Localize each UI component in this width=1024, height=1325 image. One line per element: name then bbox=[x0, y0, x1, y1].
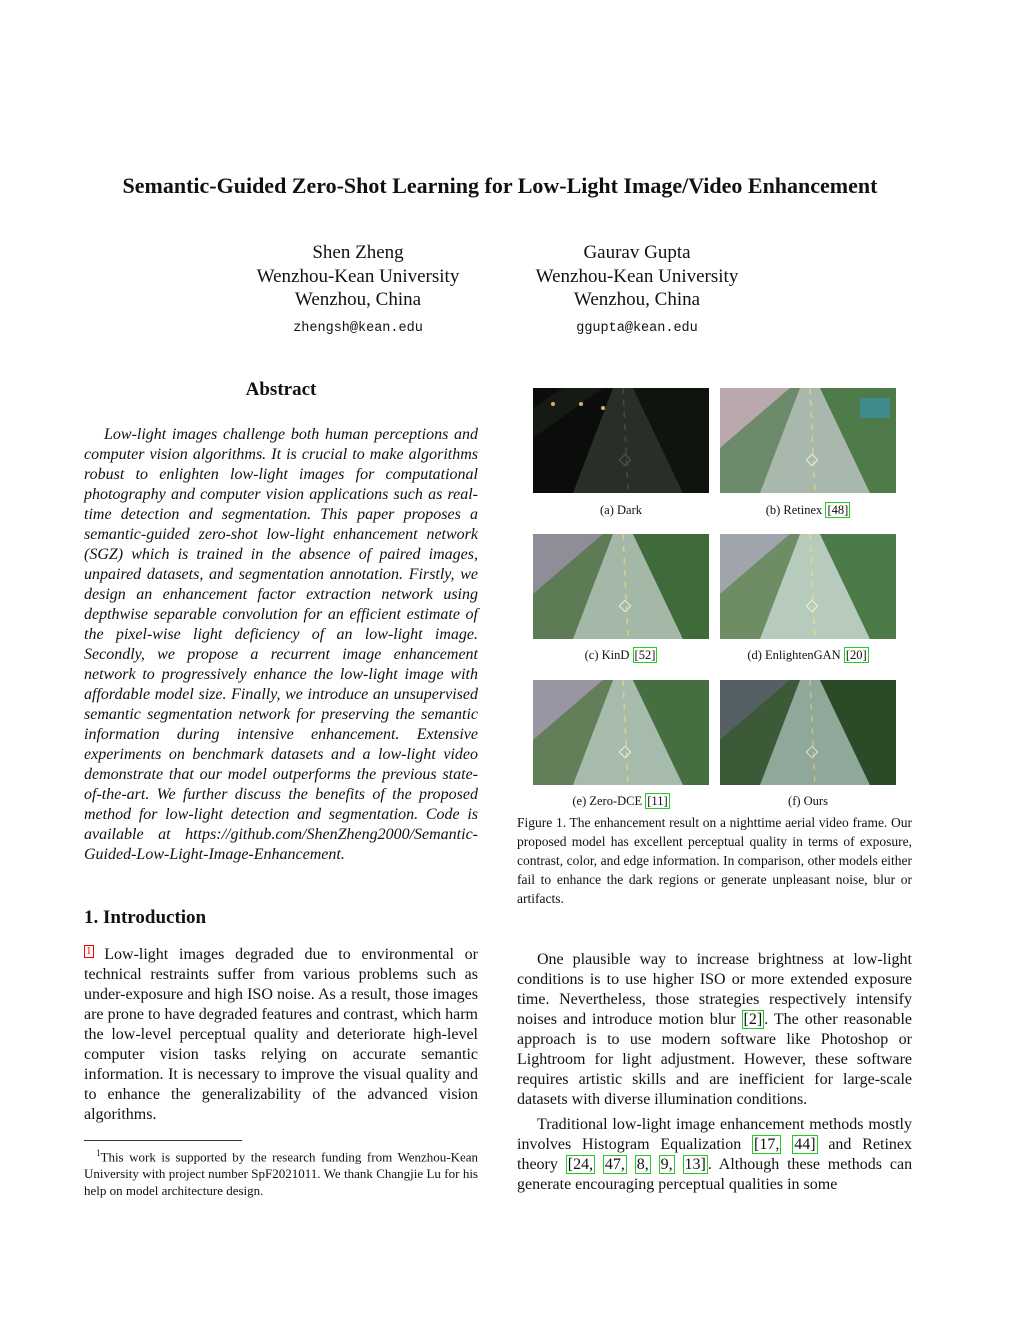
citation-link[interactable]: [24, bbox=[567, 1156, 594, 1173]
paper-title: Semantic-Guided Zero-Shot Learning for Low-Light Image/Video Enhancement bbox=[122, 173, 878, 198]
introduction-text bbox=[84, 945, 478, 1125]
citation-link[interactable]: 8, bbox=[636, 1156, 649, 1173]
paragraph-text: Traditional low-light image enhancement methods mostly involves Histogram Equalization bbox=[517, 1116, 912, 1153]
figure-panel-zero-dce bbox=[533, 680, 709, 785]
citation-link[interactable]: [2] bbox=[743, 1011, 763, 1028]
figure-panel-dark bbox=[533, 388, 709, 493]
author-name: Shen Zheng bbox=[312, 242, 404, 263]
citation-link[interactable]: 13] bbox=[684, 1156, 706, 1173]
paragraph-text: . Although these methods can generate encouraging perceptual qualities in some bbox=[517, 1156, 913, 1193]
citation-link[interactable]: [20] bbox=[845, 648, 867, 662]
subcaption-e bbox=[533, 794, 709, 809]
abstract-text: Low-light images challenge both human perceptions and computer vision algorithms. It is crucial to make algorithms robust to enlighten low-light images for computational photography and computer vision applications such as real-time detection and segmentation. This paper proposes a semantic-guided zero-shot low-light enhancement network (SGZ) which is trained in the absence of paired images, unpaired datasets, and segmentation annotation. Firstly, we design an enhancement factor extraction network using depthwise separable convolution for an efficient estimate of the pixel-wise light deficiency of an low-light image. Secondly, we propose a recurrent image enhancement network to progressively enhance the low-light image with affordable model size. Finally, we introduce an unsupervised semantic segmentation network for preserving the semantic information during intensive enhancement. Extensive experiments on benchmark datasets and a low-light video demonstrate that our model outperforms the previous state-of-the-art. We further discuss the benefits of the proposed method for low-light detection and segmentation. Code is available at https://github.com/ShenZheng2000/Semantic-Guided-Low-Light-Image-Enhancement. bbox=[84, 426, 478, 863]
citation-link[interactable]: 9, bbox=[660, 1156, 673, 1173]
subcaption-c bbox=[533, 648, 709, 663]
paragraph-text: . The other reasonable approach is to use modern software like Photoshop or Lightroom for light adjustment. However, these software requires artistic skills and are inefficient for large-scale datasets with diverse illumination conditions. bbox=[517, 1011, 912, 1108]
author-affiliation: Wenzhou-Kean University bbox=[535, 265, 739, 287]
subcaption-label: (a) Dark bbox=[600, 503, 642, 517]
citation-link[interactable]: [52] bbox=[634, 648, 656, 662]
footnote-rule bbox=[84, 1140, 242, 1141]
introduction-heading: 1. Introduction bbox=[84, 907, 207, 928]
figure-panel-ours bbox=[720, 680, 896, 785]
citation-link[interactable]: 47, bbox=[604, 1156, 625, 1173]
author-email: zhengsh@kean.edu bbox=[293, 320, 423, 336]
subcaption-f bbox=[720, 794, 896, 809]
citation-link[interactable]: [11] bbox=[647, 794, 668, 808]
footnote bbox=[84, 1145, 478, 1199]
figure-panel-retinex bbox=[720, 388, 896, 493]
subcaption-b bbox=[720, 503, 896, 518]
footnote-mark: 1 bbox=[96, 1148, 101, 1158]
subcaption-label: (d) EnlightenGAN bbox=[747, 648, 844, 662]
citation-link[interactable]: 44] bbox=[794, 1136, 816, 1153]
author-affiliation: Wenzhou-Kean University bbox=[256, 265, 460, 287]
paragraph-text: and Retinex theory bbox=[517, 1136, 912, 1173]
author-name: Gaurav Gupta bbox=[583, 242, 691, 263]
citation-link[interactable]: [17, bbox=[754, 1136, 780, 1153]
citation-link[interactable]: [48] bbox=[827, 503, 849, 517]
subcaption-label: (c) KinD bbox=[584, 648, 633, 662]
paragraph-text: One plausible way to increase brightness at low-light conditions is to use higher ISO or more extended exposure time. Nevertheless, those strategies respectively intensify noises and introduce motion blur bbox=[517, 951, 912, 1028]
author-2 bbox=[507, 241, 767, 340]
author-location: Wenzhou, China bbox=[294, 289, 422, 310]
subcaption-label: (b) Retinex bbox=[765, 503, 826, 517]
subcaption-d bbox=[720, 648, 896, 663]
right-paragraph-2 bbox=[517, 1115, 912, 1195]
right-paragraph-1 bbox=[517, 950, 912, 1110]
author-location: Wenzhou, China bbox=[573, 289, 701, 310]
subcaption-label: (e) Zero-DCE bbox=[572, 794, 646, 808]
figure-caption: Figure 1. The enhancement result on a nighttime aerial video frame. Our proposed model has excellent perceptual quality in terms of exposure, contrast, color, and edge information. In comparison, other models either fail to enhance the dark regions or generate unpleasant noise, blur or artifacts. bbox=[517, 815, 912, 906]
footnote-text: This work is supported by the research funding from Wenzhou-Kean University with project number SpF2021011. We thank Changjie Lu for his help on model architecture design. bbox=[84, 1149, 478, 1199]
author-email: ggupta@kean.edu bbox=[576, 320, 698, 336]
figure-panel-enlightengan bbox=[720, 534, 896, 639]
footnote-link[interactable]: 1 bbox=[86, 945, 92, 957]
abstract-heading: Abstract bbox=[245, 379, 317, 400]
introduction-body: Low-light images degraded due to environmental or technical restraints suffer from various problems such as under-exposure and high ISO noise. As a result, those images are prone to have degraded features and contrast, which harm the low-level perceptual quality and deteriorate high-level computer vision tasks relying on accurate semantic information. It is necessary to improve the visual quality and to enhance the generalizability of the advanced vision algorithms. bbox=[84, 946, 478, 1123]
author-1 bbox=[228, 241, 488, 340]
figure-panel-kind bbox=[533, 534, 709, 639]
subcaption-label: (f) Ours bbox=[788, 794, 828, 808]
subcaption-a bbox=[533, 503, 709, 518]
